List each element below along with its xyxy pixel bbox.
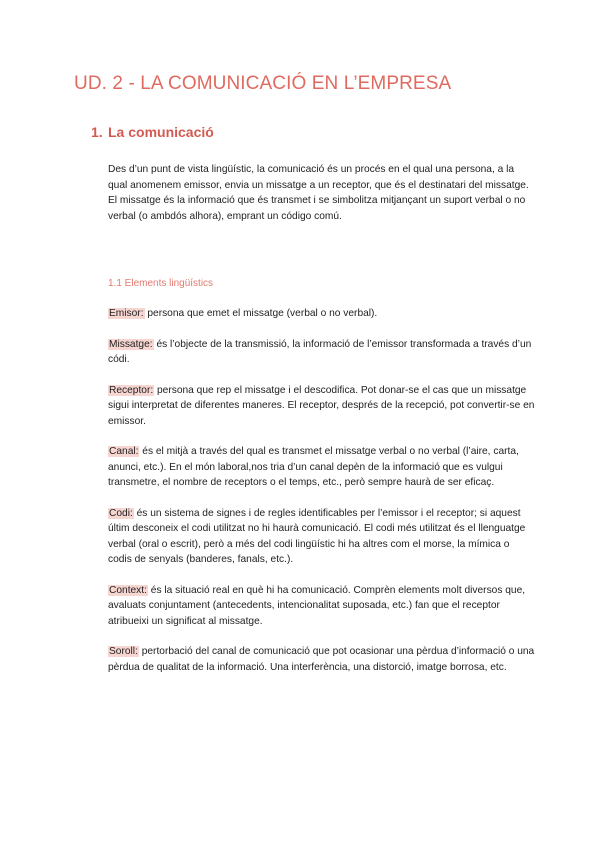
term-item-emisor xyxy=(108,306,536,322)
term-definition: és l’objecte de la transmissió, la informació de l’emissor transformada a través d’un códi. xyxy=(108,338,532,365)
term-definition: persona que rep el missatge i el descodifica. Pot donar-se el cas que un missatge sigui interpretat de diferentes maneres. El receptor, després de la recepció, pot convertir-se en emissor. xyxy=(108,384,535,427)
subsection-heading: 1.1 Elements lingüístics xyxy=(108,278,214,289)
term-item-receptor xyxy=(108,383,536,430)
term-name: Canal: xyxy=(109,446,139,457)
term-item-canal xyxy=(108,444,536,491)
section-number: 1. xyxy=(91,124,103,140)
term-item-codi xyxy=(108,506,536,568)
term-name: Emisor: xyxy=(109,308,144,319)
term-name: Missatge: xyxy=(109,338,153,350)
intro-paragraph: Des d’un punt de vista lingüístic, la comunicació és un procés en el qual una persona, a la qual anomenem emissor, envia un missatge a un receptor, que és el destinatari del missatge. El missatge és la informació que és transmet i se simbolitza mitjançant un suport verbal o no verbal (o ambdós alhora), emprant un código comú. xyxy=(108,164,529,222)
term-name: Codi: xyxy=(109,507,133,519)
term-definition: persona que emet el missatge (verbal o no verbal). xyxy=(144,308,378,319)
term-definition: és un sistema de signes i de regles identificables per l’emissor i el receptor; si aquest últim desconeix el codi utilitzat no hi haurà comunicació. El codi més utilitzat és el llenguatge verbal (oral o escrit), però a més del codi lingüístic hi ha altres com el morse, la mímica o codis de senyals (banderes, fanals, etc.). xyxy=(108,507,526,565)
term-item-context xyxy=(108,583,536,630)
term-name: Receptor: xyxy=(109,384,154,396)
term-definition: és el mitjà a través del qual es transmet el missatge verbal o no verbal (l’aire, carta, anunci, etc.). En el món laboral,nos tria d’un canal depèn de la informació que es vulgui transmetre, el nombre de receptors o el temps, etc., però sempre haurà de ser eficaç. xyxy=(108,446,519,488)
term-name: Context: xyxy=(109,584,147,596)
term-item-soroll xyxy=(108,644,536,675)
term-definition: pertorbació del canal de comunicació que pot ocasionar una pèrdua d’informació o una pèrdua de qualitat de la informació. Una interferència, una distorció, imatge borrosa, etc. xyxy=(108,646,535,673)
page-title: UD. 2 - LA COMUNICACIÓ EN L’EMPRESA xyxy=(74,73,452,94)
section-title: La comunicació xyxy=(108,124,214,140)
term-definition: és la situació real en què hi ha comunicació. Comprèn elements molt diversos que, avaluats conjuntament (antecedents, intencionalitat suposada, etc.) fan que el receptor atribueixi un significat al missatge. xyxy=(108,584,526,627)
section-heading xyxy=(91,124,214,140)
term-name: Soroll: xyxy=(109,646,138,657)
term-item-missatge xyxy=(108,337,536,368)
terms-list xyxy=(108,306,536,690)
